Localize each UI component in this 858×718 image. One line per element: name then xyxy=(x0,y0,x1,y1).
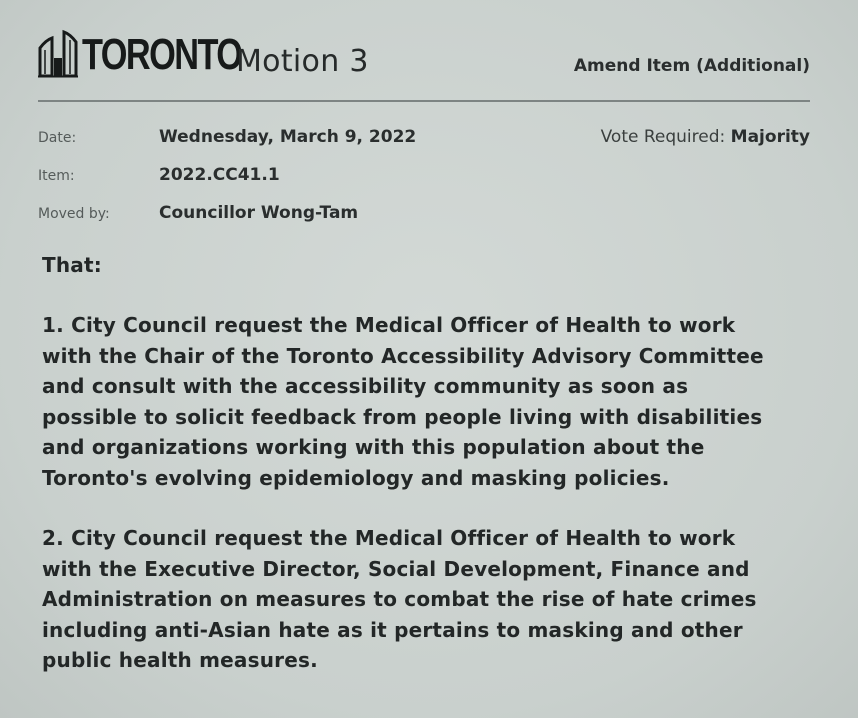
moved-by-value: Councillor Wong-Tam xyxy=(159,203,359,223)
motion-paragraph-1 xyxy=(42,310,822,493)
date-row xyxy=(38,127,810,151)
header-divider xyxy=(38,100,810,102)
date-label: Date: xyxy=(38,130,77,146)
vote-required xyxy=(601,127,810,147)
paragraph-line: including anti-Asian hate as it pertains to masking and other xyxy=(42,617,743,642)
paragraph-line: public health measures. xyxy=(42,648,318,672)
moved-by-row xyxy=(38,203,810,227)
city-hall-icon xyxy=(38,28,78,78)
paragraph-line: 2. City Council request the Medical Officer of Health to work xyxy=(42,526,736,550)
document-header xyxy=(38,22,810,82)
moved-by-label: Moved by: xyxy=(38,206,110,222)
logo-wordmark: TORONTO xyxy=(82,30,242,79)
paragraph-line: Toronto's evolving epidemiology and masking policies. xyxy=(42,465,670,490)
motion-paragraph-2 xyxy=(42,523,822,676)
paragraph-line: and organizations working with this population about the xyxy=(42,435,705,459)
paragraph-line: with the Executive Director, Social Development, Finance and xyxy=(42,556,750,581)
motion-type: Amend Item (Additional) xyxy=(573,56,810,76)
paragraph-line: 1. City Council request the Medical Officer of Health to work xyxy=(42,313,736,337)
paragraph-line: Administration on measures to combat the rise of hate crimes xyxy=(42,587,757,611)
vote-value: Majority xyxy=(730,127,810,147)
paragraph-line: possible to solicit feedback from people living with disabilities xyxy=(42,404,763,429)
motion-intro: That: xyxy=(42,253,102,277)
paragraph-line: and consult with the accessibility community as soon as xyxy=(42,374,689,398)
item-row xyxy=(38,165,810,189)
item-value: 2022.CC41.1 xyxy=(159,165,280,185)
vote-label: Vote Required: xyxy=(600,127,726,147)
motion-title: Motion 3 xyxy=(236,44,369,79)
date-value: Wednesday, March 9, 2022 xyxy=(159,127,417,147)
paragraph-line: with the Chair of the Toronto Accessibility Advisory Committee xyxy=(42,343,764,368)
item-label: Item: xyxy=(38,168,75,184)
